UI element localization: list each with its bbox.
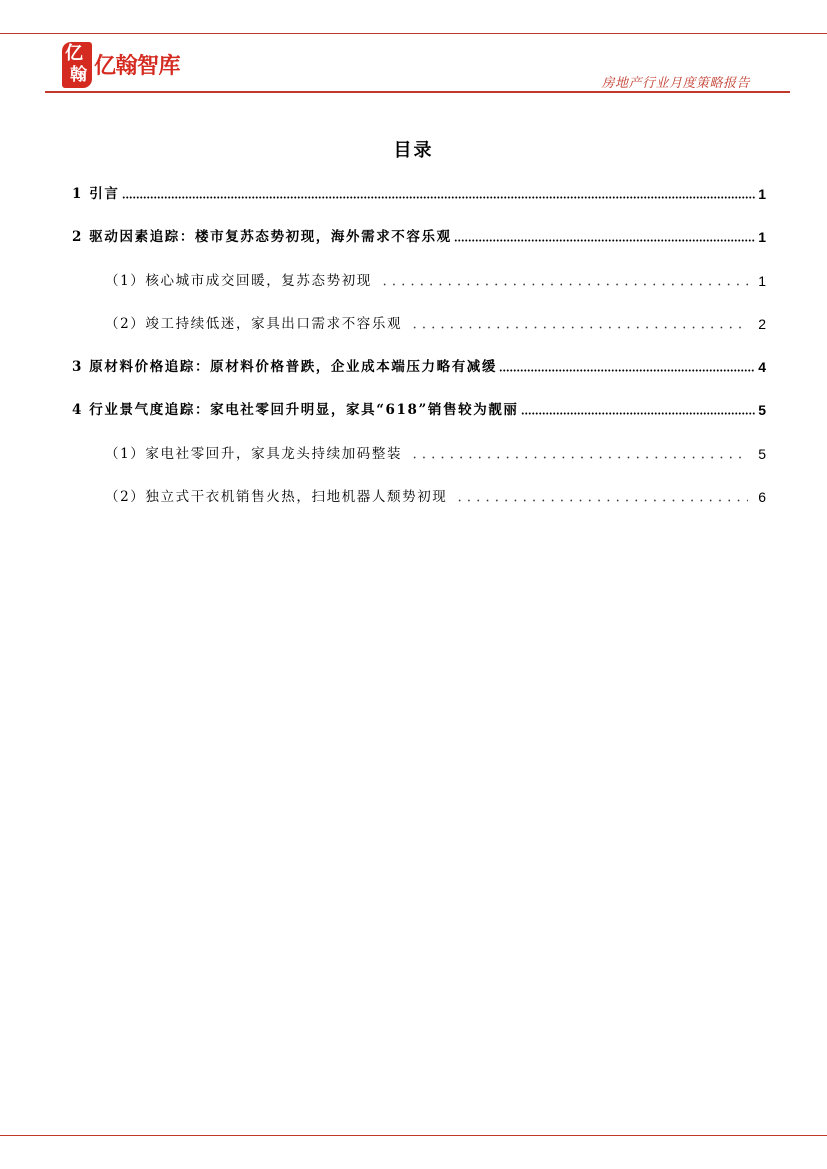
table-of-contents (72, 184, 766, 530)
logo-glyph-bottom: 翰 (70, 65, 87, 85)
brand-name: 亿翰智库 (94, 54, 181, 79)
toc-dot-leader (521, 412, 756, 415)
toc-page-number: 2 (758, 315, 766, 332)
toc-entry-section-1[interactable] (72, 184, 766, 204)
brand-logo-icon (62, 42, 92, 88)
toc-dot-leader (122, 196, 756, 199)
report-type-label: 房地产行业月度策略报告 (601, 76, 750, 91)
header-bottom-rule (45, 91, 790, 93)
toc-entry-text: 1 引言 (72, 186, 120, 202)
header-top-rule (0, 33, 827, 34)
toc-page-number: 1 (758, 272, 766, 289)
logo-glyph-top: 亿 (65, 43, 83, 64)
toc-dot-leader (410, 456, 748, 459)
toc-title: 目录 (393, 140, 434, 161)
toc-entry-text: （2）竣工持续低迷，家具出口需求不容乐观 (105, 315, 403, 332)
toc-page-number: 6 (758, 489, 766, 506)
footer-rule (0, 1135, 827, 1136)
toc-page-number: 1 (758, 186, 766, 202)
toc-dot-leader (454, 239, 756, 242)
toc-entry-section-2-2[interactable] (72, 314, 766, 334)
toc-dot-leader (410, 326, 748, 329)
toc-dot-leader (455, 499, 748, 502)
toc-entry-text: （1）核心城市成交回暖，复苏态势初现 (105, 272, 372, 289)
toc-entry-text: （1）家电社零回升，家具龙头持续加码整装 (105, 445, 403, 462)
toc-dot-leader (499, 369, 755, 372)
toc-dot-leader (380, 283, 748, 286)
toc-entry-section-2[interactable] (72, 227, 766, 247)
toc-page-number: 1 (758, 229, 766, 246)
toc-entry-section-3[interactable] (72, 357, 766, 377)
toc-entry-section-4[interactable] (72, 400, 766, 420)
toc-entry-text: 3 原材料价格追踪：原材料价格普跌，企业成本端压力略有减缓 (72, 359, 497, 376)
toc-entry-section-4-2[interactable] (72, 487, 766, 507)
toc-entry-text: 4 行业景气度追踪：家电社零回升明显，家具“618”销售较为靓丽 (72, 402, 519, 419)
toc-entry-text: 2 驱动因素追踪：楼市复苏态势初现，海外需求不容乐观 (72, 229, 452, 246)
toc-entry-text: （2）独立式干衣机销售火热，扫地机器人颓势初现 (105, 489, 448, 506)
toc-page-number: 4 (758, 359, 766, 376)
toc-entry-section-4-1[interactable] (72, 444, 766, 464)
toc-entry-section-2-1[interactable] (72, 271, 766, 291)
toc-page-number: 5 (758, 402, 766, 419)
toc-page-number: 5 (758, 445, 766, 462)
